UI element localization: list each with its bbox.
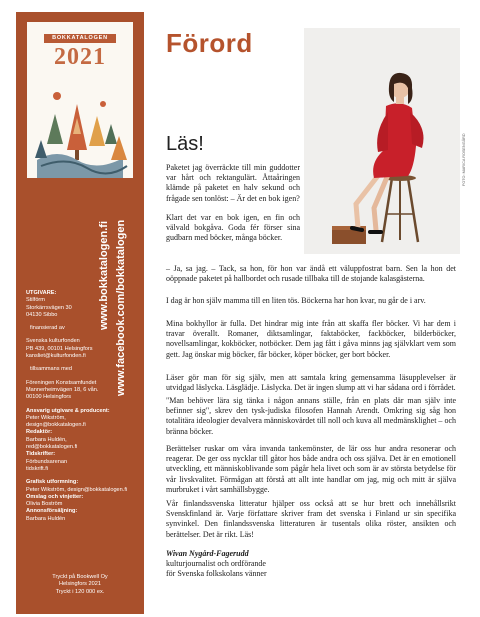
credit-heading: Redaktör: [26, 429, 53, 436]
paragraph: Paketet jag överräckte till min guddotter var hårt och rektangulärt. Åttaåringen klämde på paketet en halv sekund och frågade sen tonlöst: – Är det en bok igen? [166, 163, 300, 203]
credit-line: Barbara Huldén [26, 515, 66, 522]
credit-email[interactable]: red@bokkatalogen.fi [26, 444, 78, 451]
colophon-info [26, 290, 140, 523]
credit-heading: Tidskrifter: [26, 451, 56, 458]
partner-line: Mannerheimvägen 18, 6 vån. [26, 386, 99, 393]
catalog-cover-image [27, 22, 133, 178]
partner-line: Föreningen Konstsamfundet [26, 379, 97, 386]
facebook-link[interactable]: www.facebook.com/bokkatalogen [115, 219, 127, 396]
paragraph: "Man behöver lära sig tänka i någon annans ställe, från en plats där man själv inte befinner sig", skrev den tysk-judiska filosofen Hannah Arendt. Omkring sig såg hon totalitära ideologier devalvera människovärdet till noll och kuva all medmänsklighet – och brännа böcker. [166, 396, 456, 436]
credit-link[interactable]: tidskrift.fi [26, 465, 49, 472]
paragraph: Berättelser ruskar om våra invanda tankemönster, de lär oss hur andra resonerar och reagerar. De ger oss nycklar till gåtor hos både andra och oss själva. Det är en emotionell utveckling, ett människoblivande som pågår hela livet och som är av största betydelse för vår livskvalitet. Förmågan att förstå att allt inte handlar om jag, mig och mitt är själva murbruket i vårt samhällsbygge. [166, 444, 456, 494]
page-title: Förord [166, 28, 253, 58]
signature-title: för Svenska folkskolans vänner [166, 569, 267, 579]
printer-line: Tryckt på Bookwell Oy [52, 574, 108, 580]
credit-heading: Grafisk utformning: [26, 479, 79, 486]
cover-badge: BOKKATALOGEN [44, 34, 116, 43]
paragraph: Klart det var en bok igen, en fin och välvald bokgåva. Goda fér förser sina gudbarn med böcker, många böcker. [166, 213, 300, 243]
publisher-heading: UTGIVARE: [26, 290, 57, 296]
credit-heading: Omslag och vinjetter: [26, 493, 84, 500]
printer-info [16, 574, 144, 596]
publisher-line: Storkärrsvägen 30 [26, 304, 72, 311]
cover-forest-illustration [27, 74, 133, 178]
sidebar-colophon [16, 12, 144, 614]
woman-in-red-dress-illustration [304, 28, 460, 254]
credit-line: Peter Wikström, [26, 414, 66, 421]
partner-line: 00100 Helsingfors [26, 394, 72, 401]
credit-heading: Annonsförsäljning: [26, 508, 78, 515]
funder-line: Svenska kulturfonden [26, 338, 80, 345]
funded-label: finansierad av [30, 325, 65, 332]
photo-credit: FOTO: MARICA ROSENGÅRD [462, 133, 466, 186]
funder-email[interactable]: kansliet@kulturfonden.fi [26, 353, 86, 360]
website-link[interactable]: www.bokkatalogen.fi [98, 221, 110, 330]
credit-line: Förbundsarenan [26, 458, 68, 465]
signature-block [166, 549, 456, 580]
signature-name: Wivan Nygård-Fagerudd [166, 549, 249, 558]
credit-line: Barbara Huldén, [26, 436, 67, 443]
paragraph: I dag är hon själv mamma till en liten tös. Böckerna har hon kvar, nu går de i arv. [166, 296, 426, 305]
funder-line: PB 439, 00101 Helsingfors [26, 345, 93, 352]
cover-year: 2021 [54, 44, 106, 70]
publisher-line: Stilförm [26, 297, 45, 304]
paragraph: Mina bokhyllor är fulla. Det hindrar mig inte från att skaffa fler böcker. Vi har dem i travar överallt. Romaner, diktsamlingar, faktaböcker, fackböcker, bilderböcker, novellsamlingar, kokböcker, notböcker. Dem jag fått i gåva minns jag självklart vem som gett. Jag önskar mig böcker, får böcker, köper böcker, ger bort böcker. [166, 319, 456, 359]
paragraph: Vår finlandssvenska litteratur hjälper oss också att se hur brett och innehållsrikt Svenskfinland är. Varje författare skriver fram det svenska i Finland ur sin specifika synvinkel. Den finlandssvenska litteraturen är tusentals olika röster, ansikten och berättelser. Det är rikt. Läs! [166, 499, 456, 539]
lead-heading: Läs! [166, 133, 204, 155]
credit-line: Peter Wikström, design@bokkatalogen.fi [26, 486, 128, 493]
signature-title: kulturjournalist och ordförande [166, 559, 266, 569]
paragraph: – Ja, sa jag. – Tack, sa hon, för hon var ändå ett väluppfostrat barn. Sen la hon det oöppnade paketet på hallbordet och rusade tillbaka till de stojande kalasgästerna. [166, 264, 456, 284]
credit-heading: Ansvarig utgivare & producent: [26, 407, 110, 414]
publisher-line: 04130 Sibbo [26, 311, 58, 318]
author-photo [304, 28, 460, 254]
cooperation-label: tillsammans med [30, 366, 72, 373]
paragraph: Läser gör man för sig själv, men att samtala kring gemensamma läsupplevelser är utvidgad läslycka. Läsglädje. Läslycka. Det är ingen slump att vi har sådana ord i förrådet. [166, 373, 456, 393]
printer-line: Helsingfors 2021 [59, 581, 101, 588]
print-run: Tryckt i 120 000 ex. [55, 588, 105, 595]
credit-line: Olivia Boström [26, 501, 63, 508]
credit-email[interactable]: design@bokkatalogen.fi [26, 422, 86, 429]
